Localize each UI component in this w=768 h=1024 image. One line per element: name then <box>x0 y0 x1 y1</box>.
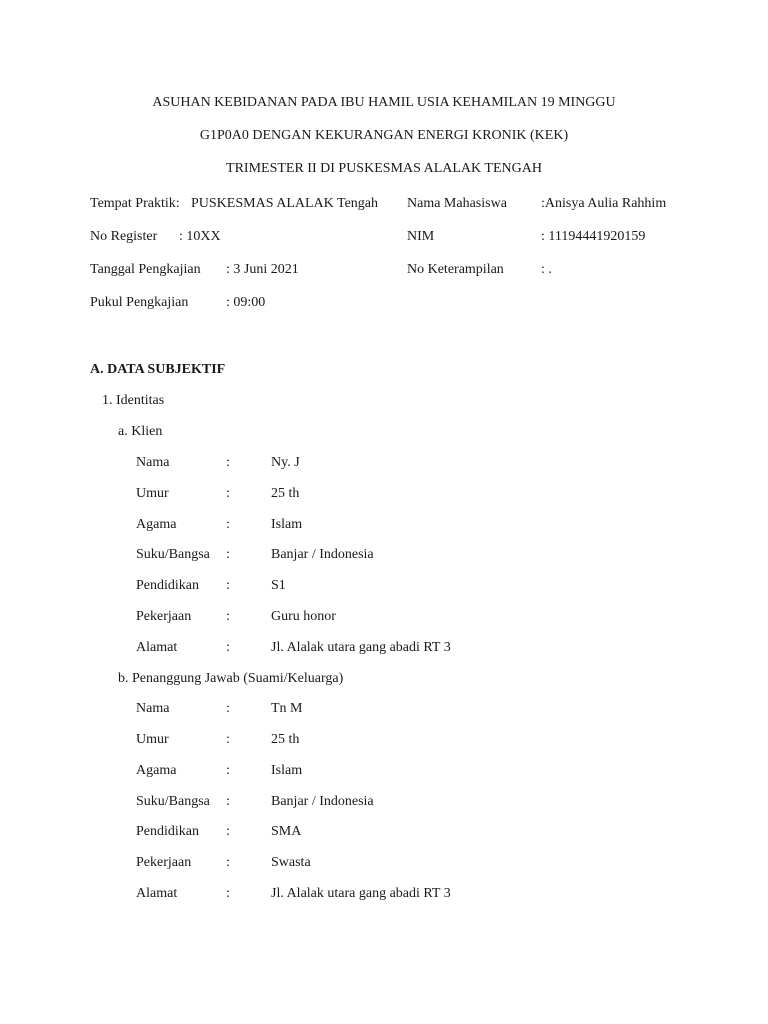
klien-pekerjaan-label: Pekerjaan <box>136 609 192 624</box>
nama-mahasiswa-label: Nama Mahasiswa <box>407 196 507 211</box>
subheading-penanggung-jawab: b. Penanggung Jawab (Suami/Keluarga) <box>118 671 344 686</box>
pj-suku-label: Suku/Bangsa <box>136 794 210 809</box>
pj-pendidikan-value: SMA <box>271 824 302 839</box>
pj-pekerjaan-colon: : <box>226 855 230 870</box>
pj-alamat-value: Jl. Alalak utara gang abadi RT 3 <box>271 886 451 901</box>
klien-pekerjaan-value: Guru honor <box>271 609 336 624</box>
klien-nama-label: Nama <box>136 455 170 470</box>
title-line-3: TRIMESTER II DI PUSKESMAS ALALAK TENGAH <box>226 161 542 176</box>
pj-suku-value: Banjar / Indonesia <box>271 794 374 809</box>
klien-agama-colon: : <box>226 517 230 532</box>
klien-suku-colon: : <box>226 547 230 562</box>
pj-umur-value: 25 th <box>271 732 300 747</box>
klien-pekerjaan-colon: : <box>226 609 230 624</box>
pj-suku-colon: : <box>226 794 230 809</box>
klien-suku-value: Banjar / Indonesia <box>271 547 374 562</box>
klien-pendidikan-value: S1 <box>271 578 286 593</box>
pukul-pengkajian-label: Pukul Pengkajian <box>90 295 189 310</box>
title-line-2: G1P0A0 DENGAN KEKURANGAN ENERGI KRONIK (KEK) <box>199 128 569 143</box>
klien-alamat-value: Jl. Alalak utara gang abadi RT 3 <box>271 640 451 655</box>
pj-umur-label: Umur <box>136 732 169 747</box>
pj-alamat-label: Alamat <box>136 886 178 901</box>
pj-pekerjaan-value: Swasta <box>271 855 311 870</box>
tempat-praktik-label: Tempat Praktik: <box>90 196 180 211</box>
pj-pekerjaan-label: Pekerjaan <box>136 855 192 870</box>
no-register-label: No Register <box>90 229 158 244</box>
pj-pendidikan-label: Pendidikan <box>136 824 199 839</box>
pj-umur-colon: : <box>226 732 230 747</box>
section-heading-data-subjektif: A. DATA SUBJEKTIF <box>90 362 226 377</box>
klien-umur-label: Umur <box>136 486 169 501</box>
klien-umur-value: 25 th <box>271 486 300 501</box>
no-register-value: : 10XX <box>179 229 221 244</box>
no-keterampilan-value: : . <box>541 262 552 277</box>
pj-nama-value: Tn M <box>271 701 303 716</box>
klien-nama-colon: : <box>226 455 230 470</box>
tempat-praktik-value: PUSKESMAS ALALAK Tengah <box>191 196 378 211</box>
pukul-pengkajian-value: : 09:00 <box>226 295 266 310</box>
pj-alamat-colon: : <box>226 886 230 901</box>
klien-nama-value: Ny. J <box>271 455 300 470</box>
pj-agama-value: Islam <box>271 763 303 778</box>
klien-agama-value: Islam <box>271 517 303 532</box>
klien-alamat-colon: : <box>226 640 230 655</box>
klien-alamat-label: Alamat <box>136 640 178 655</box>
no-keterampilan-label: No Keterampilan <box>407 262 504 277</box>
tanggal-pengkajian-value: : 3 Juni 2021 <box>226 262 299 277</box>
pj-nama-colon: : <box>226 701 230 716</box>
title-line-1: ASUHAN KEBIDANAN PADA IBU HAMIL USIA KEHAMILAN 19 MINGGU <box>152 95 616 110</box>
item-identitas: 1. Identitas <box>102 393 165 408</box>
klien-umur-colon: : <box>226 486 230 501</box>
subheading-klien: a. Klien <box>118 424 163 439</box>
nim-value: : 11194441920159 <box>541 229 646 244</box>
pj-pendidikan-colon: : <box>226 824 230 839</box>
klien-agama-label: Agama <box>136 517 177 532</box>
pj-nama-label: Nama <box>136 701 170 716</box>
pj-agama-colon: : <box>226 763 230 778</box>
nim-label: NIM <box>407 229 435 244</box>
klien-pendidikan-colon: : <box>226 578 230 593</box>
klien-suku-label: Suku/Bangsa <box>136 547 210 562</box>
nama-mahasiswa-value: :Anisya Aulia Rahhim <box>541 196 667 211</box>
pj-agama-label: Agama <box>136 763 177 778</box>
klien-pendidikan-label: Pendidikan <box>136 578 199 593</box>
tanggal-pengkajian-label: Tanggal Pengkajian <box>90 262 201 277</box>
